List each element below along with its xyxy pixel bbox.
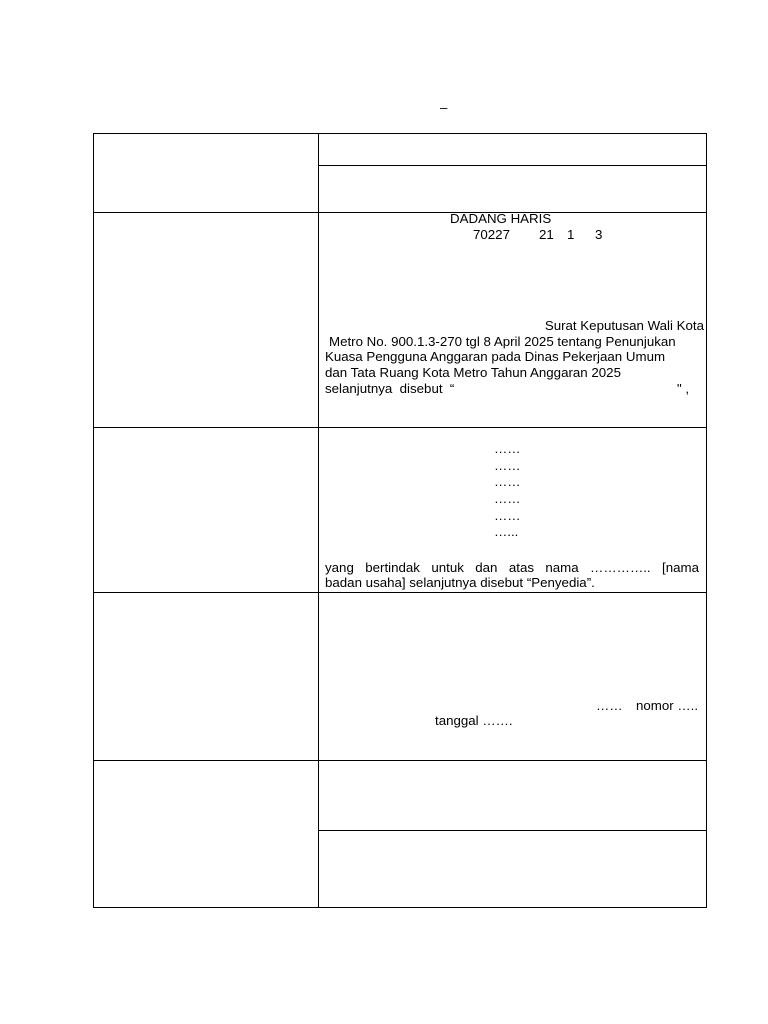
placeholder-dots: …... [494, 524, 519, 539]
official-id-part: 1 [567, 227, 575, 242]
official-id-part: 3 [595, 227, 603, 242]
row-1-value-cell-top [318, 133, 707, 166]
referred-as-prefix: selanjutnya disebut “ [325, 381, 455, 396]
provider-designation-line: badan usaha] selanjutnya disebut “Penyedia”. [325, 575, 595, 590]
number-placeholder: …… [596, 698, 623, 713]
acting-on-behalf-line: yang bertindak untuk dan atas nama ………….. [nama [325, 560, 699, 575]
decree-line: Metro No. 900.1.3-270 tgl 8 April 2025 tentang Penunjukan [329, 334, 676, 349]
placeholder-dots: …… [494, 491, 521, 506]
row-2-label-cell [93, 212, 319, 428]
row-4-value-cell [318, 592, 707, 761]
row-1-value-cell-bottom [318, 165, 707, 213]
row-5-label-cell [93, 760, 319, 908]
placeholder-dots: …… [494, 441, 521, 456]
official-id-part: 21 [539, 227, 554, 242]
decree-line: Surat Keputusan Wali Kota [544, 318, 704, 333]
placeholder-dots: …… [494, 508, 521, 523]
referred-as-suffix: " , [677, 381, 690, 396]
decree-line: dan Tata Ruang Kota Metro Tahun Anggaran 2025 [325, 365, 621, 380]
placeholder-dots: …… [494, 458, 521, 473]
date-line: tanggal ……. [435, 713, 513, 728]
official-name: DADANG HARIS [450, 211, 552, 226]
number-label: nomor ….. [636, 698, 699, 713]
official-id-part: 70227 [473, 227, 510, 242]
row-5-value-cell-bottom [318, 830, 707, 908]
top-mark: – [440, 100, 448, 115]
row-5-value-cell-top [318, 760, 707, 831]
row-1-label-cell [93, 133, 319, 213]
row-3-label-cell [93, 427, 319, 593]
row-4-label-cell [93, 592, 319, 761]
placeholder-dots: …… [494, 474, 521, 489]
decree-line: Kuasa Pengguna Anggaran pada Dinas Pekerjaan Umum [325, 349, 666, 364]
